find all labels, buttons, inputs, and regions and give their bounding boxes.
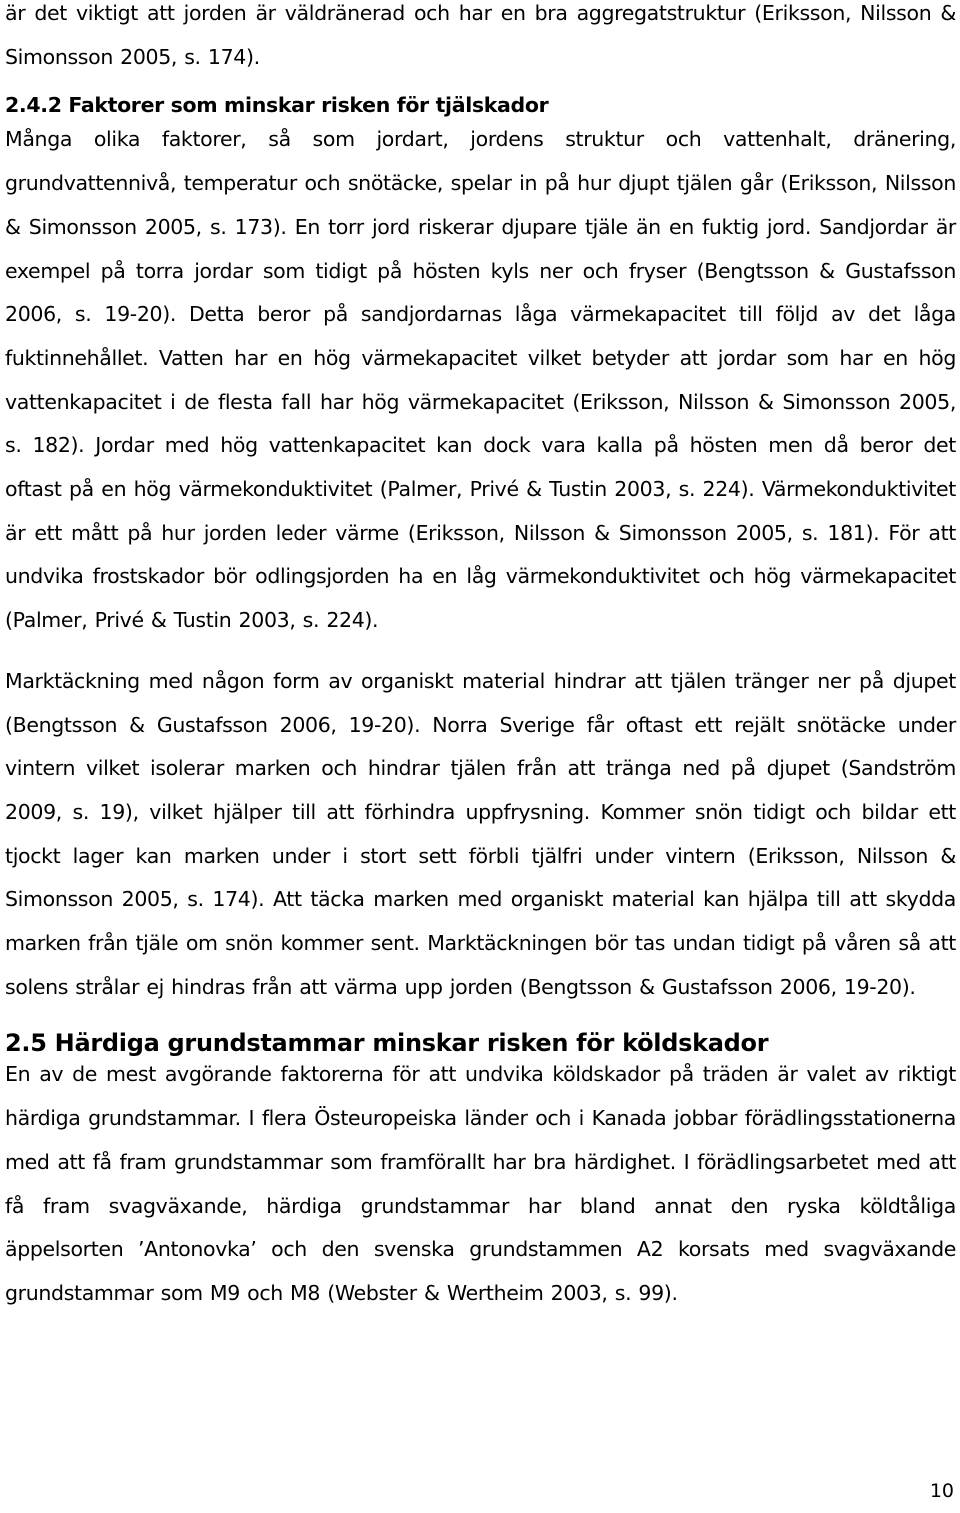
document-page: [5, 0, 956, 1316]
subsection-heading: 2.4.2 Faktorer som minskar risken för tjälskador: [5, 93, 549, 118]
hardy-rootstocks-paragraph: En av de mest avgörande faktorerna för att undvika köldskador på träden är valet av riktigt härdiga grundstammar. I flera Östeuropeiska länder och i Kanada jobbar förädlingsstationerna med att få fram grundstammar som framförallt har bra härdighet. I förädlingsarbetet med att få fram svagväxande, härdiga grundstammar har bland annat den ryska köldtåliga äppelsorten ’Antonovka’ och den svenska grundstammen A2 korsats med svagväxande grundstammar som M9 och M8 (Webster & Wertheim 2003, s. 99).: [5, 1062, 956, 1305]
ground-cover-paragraph: Marktäckning med någon form av organiskt material hindrar att tjälen tränger ner på djupet (Bengtsson & Gustafsson 2006, 19-20). Norra Sverige får oftast ett rejält snötäcke under vintern vilket isolerar marken och hindrar tjälen från att tränga ned på djupet (Sandström 2009, s. 19), vilket hjälper till att förhindra uppfrysning. Kommer snön tidigt och bildar ett tjockt lager kan marken under i stort sett förbli tjälfri under vintern (Eriksson, Nilsson & Simonsson 2005, s. 174). Att täcka marken med organiskt material kan hjälpa till att skydda marken från tjäle om snön kommer sent. Marktäckningen bör tas undan tidigt på våren så att solens strålar ej hindras från att värma upp jorden (Bengtsson & Gustafsson 2006, 19-20).: [5, 668, 956, 999]
page-number: 10: [929, 1480, 954, 1502]
intro-continuation-paragraph: är det viktigt att jorden är väldränerad och har en bra aggregatstruktur (Eriksson, Nilsson & Simonsson 2005, s. 174).: [5, 1, 956, 69]
frost-subsection: [5, 88, 956, 642]
section-heading: 2.5 Härdiga grundstammar minskar risken för köldskador: [5, 1029, 769, 1058]
frost-factors-paragraph: Många olika faktorer, så som jordart, jordens struktur och vattenhalt, dränering, grundvattennivå, temperatur och snötäcke, spelar in på hur djupt tjälen går (Eriksson, Nilsson & Simonsson 2005, s. 173). En torr jord riskerar djupare tjäle än en fuktig jord. Sandjordar är exempel på torra jordar som tidigt på hösten kyls ner och fryser (Bengtsson & Gustafsson 2006, s. 19-20). Detta beror på sandjordarnas låga värmekapacitet till följd av det låga fuktinnehållet. Vatten har en hög värmekapacitet vilket betyder att jordar som har en hög vattenkapacitet i de flesta fall har hög värmekapacitet (Eriksson, Nilsson & Simonsson 2005, s. 182). Jordar med hög vattenkapacitet kan dock vara kalla på hösten men då beror det oftast på en hög värmekonduktivitet (Palmer, Privé & Tustin 2003, s. 224). Värmekonduktivitet är ett mått på hur jorden leder värme (Eriksson, Nilsson & Simonsson 2005, s. 181). För att undvika frostskador bör odlingsjorden ha en låg värmekonduktivitet och hög värmekapacitet (Palmer, Privé & Tustin 2003, s. 224).: [5, 127, 956, 633]
